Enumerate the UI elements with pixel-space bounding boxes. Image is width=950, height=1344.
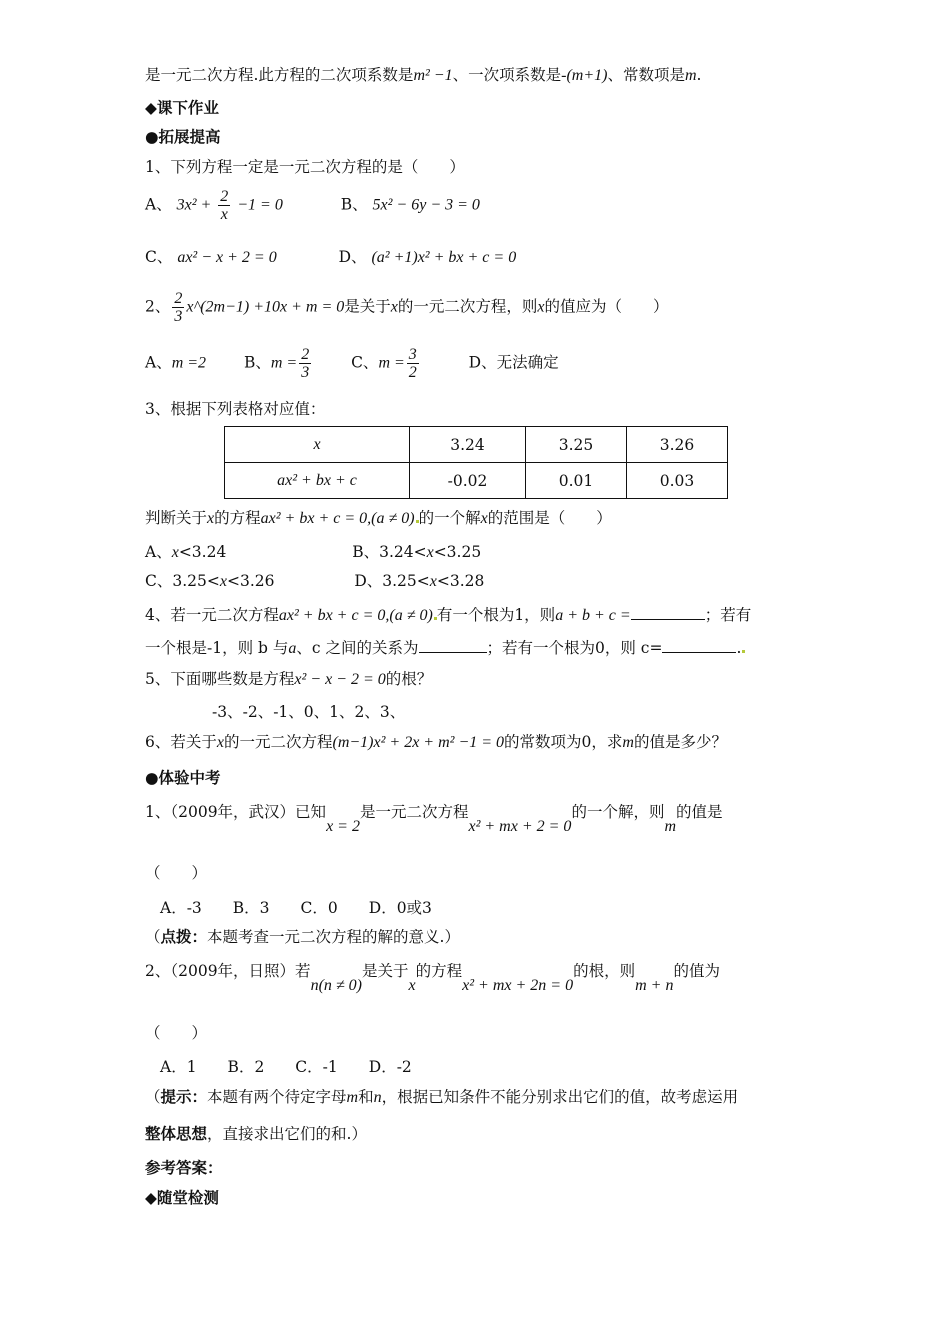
q3-b-var: x <box>426 544 434 561</box>
q3-var-x: x <box>207 510 215 527</box>
e2-eq2: x² + mx + 2n = 0 <box>462 977 574 994</box>
q2-equation: x^(2m−1) +10x + m = 0 <box>186 298 345 316</box>
q3-d-label: D、3.25< <box>354 572 430 590</box>
q3-c-range: <3.26 <box>226 572 275 590</box>
intro-line <box>145 64 701 87</box>
q6-equation: (m−1)x² + 2x + m² −1 = 0 <box>332 734 505 751</box>
answer-blank[interactable] <box>419 636 487 653</box>
q1-a-expr: 3x² + <box>176 196 212 214</box>
table-cell: -0.02 <box>410 463 526 499</box>
q1-d-label: D、 <box>338 248 367 266</box>
q5-text-1: 5、下面哪些数是方程 <box>145 670 295 688</box>
q4-text-6: ；若有一个根为0，则 c= <box>486 639 663 657</box>
value-table <box>224 426 728 499</box>
q2-a-label: A、 <box>145 353 172 372</box>
e2-text-5: 的值为 <box>673 962 720 980</box>
q2-c-label: C、 <box>351 353 379 372</box>
e1-hint <box>145 926 460 948</box>
q1-stem: 1、下列方程一定是一元二次方程的是（ ） <box>145 158 465 176</box>
q3-d-range: <3.28 <box>436 572 485 590</box>
e2-hint-text-2: ，根据已知条件不能分别求出它们的值，故考虑运用 <box>381 1088 739 1106</box>
q2-c-expr: m = <box>378 354 405 372</box>
intro-period: . <box>696 66 702 84</box>
q2-den: 3 <box>174 308 183 325</box>
q3-var-x-2: x <box>480 510 488 527</box>
q4-text-3: ；若有 <box>704 606 752 624</box>
q1-d-expr: (a² +1)x² + bx + c = 0 <box>371 249 517 266</box>
answer-blank[interactable] <box>662 636 736 653</box>
q3-a-var: x <box>171 544 179 561</box>
q3-b-range: <3.25 <box>433 543 482 561</box>
table-cell: 3.25 <box>526 427 627 463</box>
e2-hint-line-1 <box>145 1086 738 1109</box>
intro-text: 是一元二次方程.此方程的二次项系数是 <box>145 66 414 84</box>
q2-c-num: 3 <box>408 346 417 363</box>
q3-question <box>145 507 612 530</box>
q3-a-label: A、 <box>145 543 172 561</box>
q1-c-expr: ax² − x + 2 = 0 <box>177 249 277 266</box>
e1-stem <box>145 801 723 835</box>
q4-text-7: . <box>736 639 742 657</box>
q2-text-1: 是关于 <box>344 297 391 316</box>
q1-options-cd <box>145 246 516 269</box>
e2-var-x: x <box>408 977 416 994</box>
q6-text-1: 6、若关于 <box>145 733 217 751</box>
q3-d-var: x <box>429 573 437 590</box>
e2-hint-text-1: 本题有两个待定字母 <box>207 1088 347 1106</box>
coef-linear: -(m+1) <box>561 67 608 84</box>
q4-text-4: 一个根是-1，则 b 与 <box>145 639 289 657</box>
e2-var-n: n <box>373 1089 382 1106</box>
q3-equation: ax² + bx + c = 0,(a ≠ 0) <box>260 510 415 527</box>
table-cell: 3.24 <box>410 427 526 463</box>
e1-hint-label: 点拨： <box>160 928 208 946</box>
q2-c-den: 2 <box>408 364 417 381</box>
q3-text-2: 的方程 <box>214 509 261 527</box>
heading-homework: ◆课下作业 <box>145 99 219 117</box>
q4-text-1: 4、若一元二次方程 <box>145 606 279 624</box>
q5-stem <box>145 668 432 691</box>
q2-b-fraction <box>299 346 311 381</box>
table-row <box>225 427 728 463</box>
e2-eq1: n(n ≠ 0) <box>310 977 362 994</box>
q1-b-expr: 5x² − 6y − 3 = 0 <box>372 196 480 214</box>
q2-b-den: 3 <box>301 364 310 381</box>
q1-c-label: C、 <box>145 248 173 266</box>
heading-answers: 参考答案： <box>145 1159 223 1177</box>
q1-a-fraction <box>218 188 230 223</box>
e2-hint-line-2 <box>145 1123 367 1145</box>
e1-hint-open: （ <box>145 928 161 946</box>
e2-and: 和 <box>358 1088 374 1106</box>
q2-options <box>145 346 559 381</box>
q3-a-range: <3.24 <box>178 543 227 561</box>
q6-text-3: 的常数项为0，求 <box>504 733 623 751</box>
q3-options-cd <box>145 570 484 593</box>
q2-num: 2 <box>174 290 183 307</box>
q2-b-label: B、 <box>243 353 271 372</box>
e1-var-m: m <box>664 818 677 835</box>
q3-options-ab <box>145 541 481 564</box>
q4-line-2 <box>145 636 745 660</box>
table-cell: x <box>225 427 410 463</box>
e2-var-m: m <box>346 1089 359 1106</box>
q2-a-expr: m =2 <box>171 354 207 372</box>
q2-text-2: 的一元二次方程，则 <box>397 297 538 316</box>
q6-text-2: 的一元二次方程 <box>223 733 333 751</box>
q4-sum: a + b + c = <box>555 607 631 624</box>
q2-c-fraction <box>407 346 419 381</box>
q6-var-x: x <box>216 734 224 751</box>
e2-hint-open: （ <box>145 1088 161 1106</box>
q6-stem <box>145 731 727 754</box>
q1-options-ab <box>145 188 480 223</box>
q4-line-1 <box>145 603 751 627</box>
q6-var-m: m <box>622 734 634 751</box>
q5-text-2: 的根？ <box>385 670 433 688</box>
q2-b-num: 2 <box>301 346 310 363</box>
q2-fraction <box>172 290 184 325</box>
const-term: m <box>684 67 697 84</box>
e2-hint-label: 提示： <box>160 1088 208 1106</box>
heading-check: ◆随堂检测 <box>145 1189 219 1207</box>
q1-a-den: x <box>220 206 228 223</box>
e2-eq3: m + n <box>635 977 674 994</box>
coef-quad: m² −1 <box>413 67 453 84</box>
e1-text-2: 是一元二次方程 <box>359 803 469 821</box>
q1-a-num: 2 <box>220 188 229 205</box>
e2-text-3: 的方程 <box>415 962 463 980</box>
e2-text-1: 2、（2009年，日照）若 <box>145 962 311 980</box>
table-cell: 3.26 <box>627 427 728 463</box>
q2-d-label: D、无法确定 <box>468 353 559 372</box>
q4-equation: ax² + bx + c = 0,(a ≠ 0) <box>278 607 433 624</box>
q2-label: 2、 <box>145 297 171 316</box>
q3-c-var: x <box>219 573 227 590</box>
table-cell: 0.03 <box>627 463 728 499</box>
q3-b-label: B、3.24< <box>352 543 427 561</box>
q5-equation: x² − x − 2 = 0 <box>294 671 386 688</box>
q2-stem <box>145 290 669 325</box>
table-cell: ax² + bx + c <box>225 463 410 499</box>
e2-text-2: 是关于 <box>362 962 409 980</box>
e1-options: A．-3 B．3 C．0 D．0或3 <box>160 899 432 917</box>
e1-paren: （ ） <box>145 864 208 882</box>
q2-b-expr: m = <box>270 354 298 372</box>
e2-options: A．1 B．2 C．-1 D．-2 <box>160 1058 412 1076</box>
e1-eq1: x = 2 <box>326 818 360 835</box>
q6-text-4: 的值是多少？ <box>633 733 727 751</box>
answer-blank[interactable] <box>631 603 705 620</box>
q2-text-3: 的值应为（ ） <box>544 297 669 316</box>
e1-eq2: x² + mx + 2 = 0 <box>468 818 572 835</box>
e2-hint-text-3: ，直接求出它们的和.） <box>207 1125 367 1143</box>
q4-var-a: a <box>288 640 297 657</box>
q3-text-4: 的范围是（ ） <box>487 509 612 527</box>
q3-stem: 3、根据下列表格对应值： <box>145 400 326 418</box>
table-row <box>225 463 728 499</box>
q3-text-1: 判断关于 <box>145 509 208 527</box>
heading-exam: ●体验中考 <box>145 769 221 787</box>
marker-dot <box>742 650 745 653</box>
e2-paren: （ ） <box>145 1024 208 1042</box>
q4-text-2: 有一个根为1，则 <box>436 606 556 624</box>
e1-text-3: 的一个解，则 <box>571 803 665 821</box>
q1-a-label: A、 <box>145 195 172 214</box>
q2-var-x-2: x <box>537 298 545 316</box>
e2-text-4: 的根，则 <box>573 962 636 980</box>
q2-var-x: x <box>390 298 398 316</box>
q1-a-expr-end: −1 = 0 <box>237 196 283 214</box>
e1-hint-text: 本题考查一元二次方程的解的意义.） <box>207 928 460 946</box>
q1-b-label: B、 <box>340 195 368 214</box>
e2-stem <box>145 960 720 994</box>
e1-text-1: 1、（2009年，武汉）已知 <box>145 803 327 821</box>
e2-hint-bold: 整体思想 <box>145 1125 208 1143</box>
q3-text-3: 的一个解 <box>418 509 481 527</box>
table-cell: 0.01 <box>526 463 627 499</box>
intro-text-3: 、常数项是 <box>607 66 685 84</box>
heading-extend: ●拓展提高 <box>145 128 221 146</box>
intro-text-2: 、一次项系数是 <box>452 66 562 84</box>
q5-numbers: -3、-2、-1、0、1、2、3、 <box>212 703 406 721</box>
e1-text-4: 的值是 <box>676 803 723 821</box>
q4-text-5: 、c 之间的关系为 <box>296 639 419 657</box>
q3-c-label: C、3.25< <box>145 572 220 590</box>
